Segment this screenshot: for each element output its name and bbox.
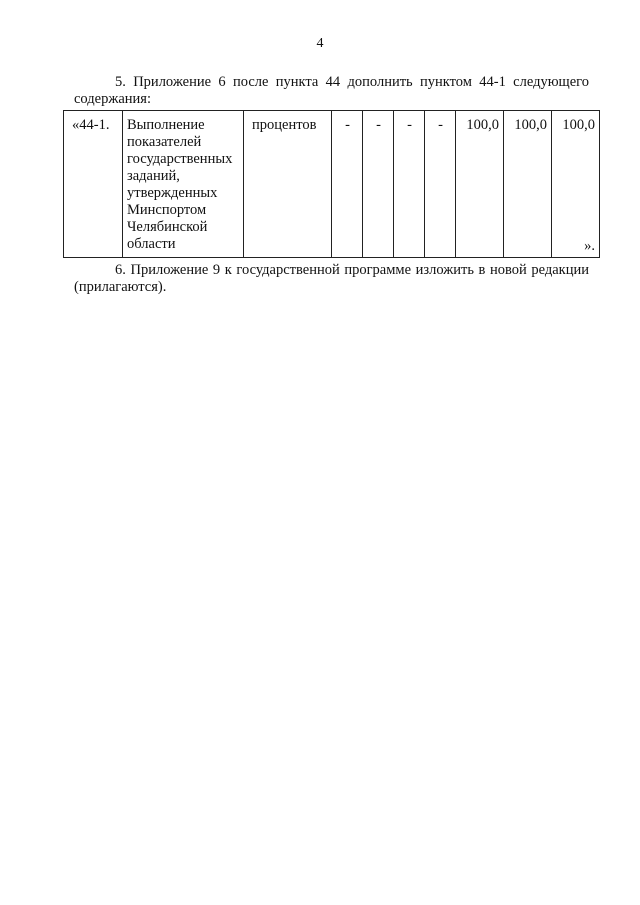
table-row	[64, 111, 600, 258]
page-number: 4	[316, 36, 324, 51]
value-cell-1: 100,0	[456, 111, 504, 258]
value-3-text: 100,0	[562, 117, 595, 133]
value-cell-2: 100,0	[504, 111, 552, 258]
paragraph-5: 5. Приложение 6 после пункта 44 дополнить пунктом 44-1 следующего содержания:	[74, 74, 589, 107]
closing-quote: ».	[584, 238, 595, 254]
unit-cell: процентов	[244, 111, 332, 258]
paragraph-6: 6. Приложение 9 к государственной программе изложить в новой редакции (прилагаются).	[74, 262, 589, 295]
amendment-table	[63, 110, 600, 258]
value-cell-3	[552, 111, 600, 258]
dash-cell-2: -	[363, 111, 394, 258]
item-number-cell: «44-1.	[64, 111, 123, 258]
dash-cell-1: -	[332, 111, 363, 258]
dash-cell-3: -	[394, 111, 425, 258]
indicator-name-cell: Выполнение показателей государственных заданий, утвержденных Минспортом Челябинской области	[123, 111, 244, 258]
dash-cell-4: -	[425, 111, 456, 258]
